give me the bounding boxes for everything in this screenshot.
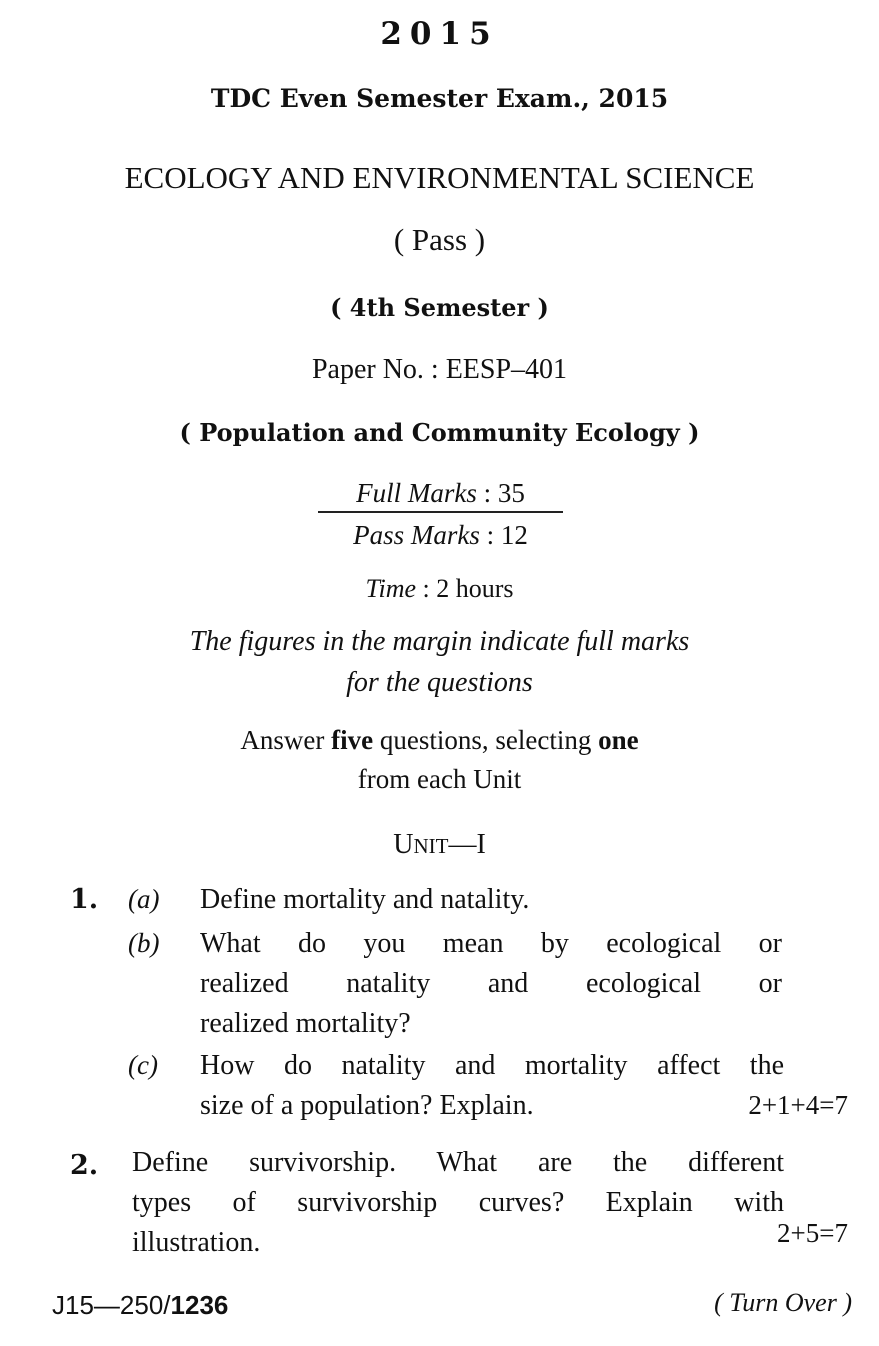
question-2-number: 2. [70,1150,99,1181]
unit-heading [0,829,879,861]
answer-one: one [598,725,639,755]
question-1c-line: How do natality and mortality affect the [200,1050,784,1081]
margin-note-line1: The figures in the margin indicate full marks [189,626,690,657]
unit-smallcaps: NIT [413,834,449,858]
question-1b-text [200,924,782,1044]
question-1-marks: 2+1+4=7 [748,1090,848,1120]
question-1a-label: (a) [128,884,160,914]
question-1c-line: size of a population? Explain. [200,1090,534,1121]
margin-note-line2: for the questions [346,667,533,698]
question-2-line: types of survivorship curves? Explain with [132,1187,784,1218]
answer-instruction-line2: from each Unit [357,764,522,794]
full-marks-label: Full Marks [356,478,477,508]
time-value: : 2 hours [422,574,514,603]
question-1b-line: realized mortality? [200,1008,411,1039]
paper-code-number: 1236 [170,1290,229,1320]
question-2-line: illustration. [132,1227,261,1258]
exam-title: TDC Even Semester Exam., 2015 [210,84,669,113]
subject-title: ECOLOGY AND ENVIRONMENTAL SCIENCE [124,160,755,195]
time-label: Time [365,574,417,603]
semester: ( 4th Semester ) [330,293,549,322]
question-1b-line: What do you mean by ecological or [200,928,782,959]
pass-marks-label: Pass Marks [353,520,480,550]
paper-number: Paper No. : EESP–401 [311,354,568,385]
question-1a-line: Define mortality and natality. [200,884,530,915]
answer-mid: questions, selecting [373,725,599,755]
question-1b-label: (b) [128,928,160,958]
question-1-number: 1. [70,884,99,915]
answer-pre: Answer [240,725,332,755]
exam-year: 2015 [380,16,499,52]
full-marks [318,478,563,513]
question-2-marks: 2+5=7 [777,1218,848,1248]
unit-initial: U [393,829,414,860]
pass-marks [318,520,563,551]
full-marks-value: : 35 [483,478,525,508]
pass-marks-value: : 12 [486,520,528,550]
paper-topic: ( Population and Community Ecology ) [179,418,700,447]
question-2-line: Define survivorship. What are the different [132,1147,784,1178]
paper-code [52,1290,228,1321]
answer-five: five [331,725,374,755]
time-allowed [0,574,879,604]
answer-instruction [0,725,879,756]
question-1c-label: (c) [128,1050,158,1080]
question-1a-text [200,880,785,920]
paper-code-prefix: J15—250/ [52,1290,171,1320]
unit-number: —I [448,829,486,860]
turn-over-note: ( Turn Over ) [714,1288,852,1317]
question-1b-line: realized natality and ecological or [200,968,782,999]
course-type: ( Pass ) [393,222,486,257]
